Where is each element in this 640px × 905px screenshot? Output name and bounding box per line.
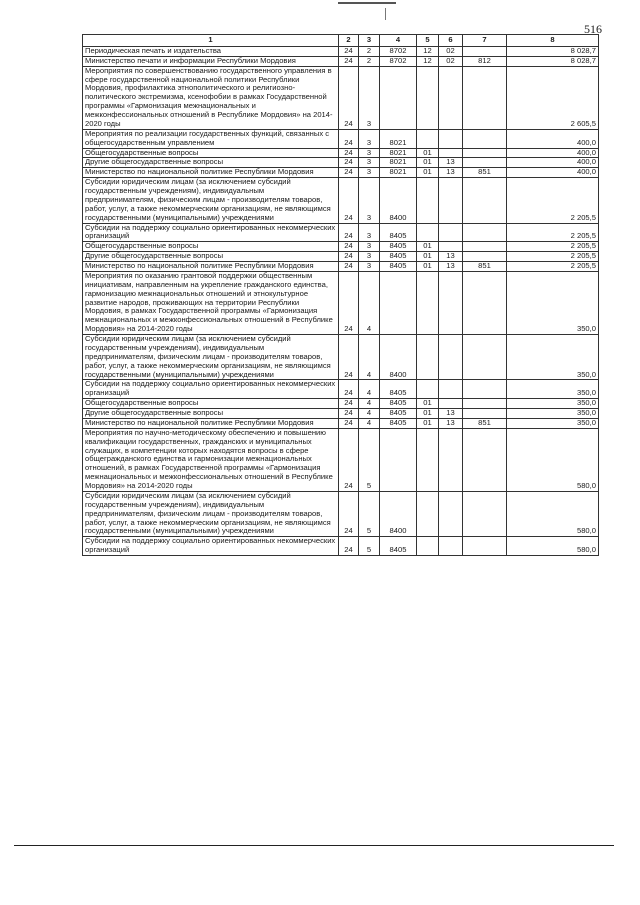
target-item-cell: 8405: [380, 223, 417, 242]
subsection-cell: 13: [439, 262, 463, 272]
target-item-cell: 8400: [380, 335, 417, 380]
amount-cell: 580,0: [507, 491, 599, 536]
table-row: [83, 66, 599, 129]
program-code-cell: 5: [359, 537, 380, 556]
target-item-cell: [380, 428, 417, 491]
name-cell: Другие общегосударственные вопросы: [83, 158, 339, 168]
table-row: [83, 409, 599, 419]
target-item-cell: 8405: [380, 262, 417, 272]
target-item-cell: 8405: [380, 380, 417, 399]
name-cell: Общегосударственные вопросы: [83, 242, 339, 252]
name-cell: Министерство по национальной политике Республики Мордовия: [83, 262, 339, 272]
program-code-cell: 3: [359, 66, 380, 129]
subsection-cell: [439, 271, 463, 334]
amount-cell: 400,0: [507, 168, 599, 178]
amount-cell: 2 205,5: [507, 178, 599, 223]
expense-type-cell: 851: [463, 262, 507, 272]
section-cell: [417, 537, 439, 556]
name-cell: Периодическая печать и издательства: [83, 46, 339, 56]
amount-cell: 350,0: [507, 271, 599, 334]
scan-artifact-tick: [385, 8, 386, 20]
target-item-cell: [380, 271, 417, 334]
table-row: [83, 148, 599, 158]
section-cell: 12: [417, 56, 439, 66]
target-item-cell: 8400: [380, 178, 417, 223]
expense-type-cell: [463, 66, 507, 129]
header-col-8: 8: [507, 35, 599, 47]
subsection-cell: 13: [439, 168, 463, 178]
section-cell: [417, 335, 439, 380]
program-code-cell: 4: [359, 380, 380, 399]
program-code-cell: 3: [359, 129, 380, 148]
program-code-cell: 4: [359, 335, 380, 380]
expense-type-cell: [463, 242, 507, 252]
expense-type-cell: [463, 178, 507, 223]
amount-cell: 580,0: [507, 428, 599, 491]
amount-cell: 350,0: [507, 380, 599, 399]
subsection-cell: [439, 129, 463, 148]
subsection-cell: [439, 537, 463, 556]
table-row: [83, 178, 599, 223]
header-col-1: 1: [83, 35, 339, 47]
ministry-code-cell: 24: [339, 66, 359, 129]
table-row: [83, 129, 599, 148]
table-row: [83, 242, 599, 252]
expense-type-cell: [463, 223, 507, 242]
amount-cell: 350,0: [507, 418, 599, 428]
section-cell: 12: [417, 46, 439, 56]
section-cell: 01: [417, 418, 439, 428]
subsection-cell: [439, 491, 463, 536]
name-cell: Субсидии на поддержку социально ориентированных некоммерческих организаций: [83, 537, 339, 556]
amount-cell: 2 205,5: [507, 242, 599, 252]
expense-type-cell: [463, 399, 507, 409]
section-cell: 01: [417, 262, 439, 272]
amount-cell: 350,0: [507, 399, 599, 409]
ministry-code-cell: 24: [339, 409, 359, 419]
subsection-cell: [439, 380, 463, 399]
target-item-cell: 8021: [380, 168, 417, 178]
subsection-cell: [439, 178, 463, 223]
table-row: [83, 335, 599, 380]
section-cell: 01: [417, 252, 439, 262]
name-cell: Другие общегосударственные вопросы: [83, 409, 339, 419]
target-item-cell: 8405: [380, 242, 417, 252]
target-item-cell: 8702: [380, 56, 417, 66]
table-row: [83, 252, 599, 262]
program-code-cell: 2: [359, 46, 380, 56]
target-item-cell: 8405: [380, 399, 417, 409]
ministry-code-cell: 24: [339, 46, 359, 56]
ministry-code-cell: 24: [339, 418, 359, 428]
table-row: [83, 418, 599, 428]
program-code-cell: 3: [359, 168, 380, 178]
amount-cell: 400,0: [507, 129, 599, 148]
table-row: [83, 399, 599, 409]
amount-cell: 580,0: [507, 537, 599, 556]
program-code-cell: 5: [359, 491, 380, 536]
expense-type-cell: [463, 271, 507, 334]
subsection-cell: [439, 148, 463, 158]
expense-type-cell: 851: [463, 418, 507, 428]
name-cell: Субсидии юридическим лицам (за исключением субсидий государственным учреждениям), индивидуальным предпринимателям, физическим лицам - производителям товаров, работ, услуг, а также некоммерческим организациям, не являющимся государственными (муниципальными) учреждениями: [83, 178, 339, 223]
expense-type-cell: 851: [463, 168, 507, 178]
subsection-cell: [439, 223, 463, 242]
name-cell: Общегосударственные вопросы: [83, 399, 339, 409]
table-row: [83, 158, 599, 168]
table-row: [83, 56, 599, 66]
amount-cell: 2 205,5: [507, 223, 599, 242]
subsection-cell: 02: [439, 56, 463, 66]
section-cell: [417, 271, 439, 334]
expense-type-cell: [463, 537, 507, 556]
ministry-code-cell: 24: [339, 271, 359, 334]
program-code-cell: 3: [359, 148, 380, 158]
program-code-cell: 3: [359, 252, 380, 262]
page-number: 516: [584, 22, 602, 36]
amount-cell: 400,0: [507, 148, 599, 158]
expense-type-cell: [463, 46, 507, 56]
expense-type-cell: [463, 129, 507, 148]
ministry-code-cell: 24: [339, 168, 359, 178]
program-code-cell: 4: [359, 418, 380, 428]
section-cell: 01: [417, 399, 439, 409]
program-code-cell: 4: [359, 409, 380, 419]
ministry-code-cell: 24: [339, 537, 359, 556]
expense-type-cell: 812: [463, 56, 507, 66]
expense-type-cell: [463, 380, 507, 399]
ministry-code-cell: 24: [339, 399, 359, 409]
amount-cell: 8 028,7: [507, 46, 599, 56]
ministry-code-cell: 24: [339, 56, 359, 66]
section-cell: [417, 428, 439, 491]
program-code-cell: 3: [359, 223, 380, 242]
name-cell: Министерство по национальной политике Республики Мордовия: [83, 418, 339, 428]
table-row: [83, 262, 599, 272]
subsection-cell: [439, 399, 463, 409]
program-code-cell: 4: [359, 399, 380, 409]
table-row: [83, 380, 599, 399]
section-cell: [417, 380, 439, 399]
subsection-cell: 13: [439, 252, 463, 262]
expense-type-cell: [463, 409, 507, 419]
header-col-3: 3: [359, 35, 380, 47]
table-row: [83, 491, 599, 536]
ministry-code-cell: 24: [339, 242, 359, 252]
program-code-cell: 2: [359, 56, 380, 66]
program-code-cell: 4: [359, 271, 380, 334]
scan-artifact: [338, 2, 396, 8]
header-col-2: 2: [339, 35, 359, 47]
target-item-cell: 8021: [380, 129, 417, 148]
expense-type-cell: [463, 428, 507, 491]
ministry-code-cell: 24: [339, 491, 359, 536]
ministry-code-cell: 24: [339, 148, 359, 158]
header-col-4: 4: [380, 35, 417, 47]
section-cell: 01: [417, 168, 439, 178]
expense-type-cell: [463, 252, 507, 262]
table-row: [83, 223, 599, 242]
table-row: [83, 46, 599, 56]
name-cell: Мероприятия по оказанию грантовой поддержки общественным инициативам, направленным на укрепление гражданского единства, гармонизацию межнациональных отношений и этнокультурное развитие народов, проживающих на территории Республики Мордовия, в рамках Государственной программы «Гармонизация межнациональных и межконфессиональных отношений в Республике Мордовия» на 2014-2020 годы: [83, 271, 339, 334]
name-cell: Министерство печати и информации Республики Мордовия: [83, 56, 339, 66]
target-item-cell: 8021: [380, 158, 417, 168]
target-item-cell: 8400: [380, 491, 417, 536]
table-header-row: [83, 35, 599, 47]
name-cell: Субсидии юридическим лицам (за исключением субсидий государственным учреждениям), индивидуальным предпринимателям, физическим лицам - производителям товаров, работ, услуг, а также некоммерческим организациям, не являющимся государственными (муниципальными) учреждениями: [83, 491, 339, 536]
section-cell: 01: [417, 158, 439, 168]
amount-cell: 2 205,5: [507, 262, 599, 272]
table-row: [83, 428, 599, 491]
page-bottom-rule: [14, 845, 614, 846]
program-code-cell: 3: [359, 242, 380, 252]
section-cell: [417, 66, 439, 129]
ministry-code-cell: 24: [339, 178, 359, 223]
ministry-code-cell: 24: [339, 129, 359, 148]
name-cell: Субсидии на поддержку социально ориентированных некоммерческих организаций: [83, 380, 339, 399]
expense-type-cell: [463, 148, 507, 158]
header-col-7: 7: [463, 35, 507, 47]
ministry-code-cell: 24: [339, 158, 359, 168]
table-row: [83, 537, 599, 556]
expense-type-cell: [463, 491, 507, 536]
header-col-5: 5: [417, 35, 439, 47]
subsection-cell: 13: [439, 418, 463, 428]
section-cell: [417, 178, 439, 223]
name-cell: Общегосударственные вопросы: [83, 148, 339, 158]
expense-type-cell: [463, 158, 507, 168]
ministry-code-cell: 24: [339, 252, 359, 262]
table-row: [83, 271, 599, 334]
target-item-cell: 8405: [380, 252, 417, 262]
subsection-cell: 13: [439, 158, 463, 168]
section-cell: 01: [417, 409, 439, 419]
target-item-cell: 8405: [380, 537, 417, 556]
name-cell: Мероприятия по научно-методическому обеспечению и повышению квалификации государственных, гражданских и муниципальных служащих, в компетенции которых находятся вопросы в сфере общегражданского единства и гармонизации межнациональных отношений, в рамках Государственной программы «Гармонизация межнациональных и межконфессиональных отношений в Республике Мордовия» на 2014-2020 годы: [83, 428, 339, 491]
target-item-cell: [380, 66, 417, 129]
target-item-cell: 8405: [380, 418, 417, 428]
section-cell: 01: [417, 242, 439, 252]
subsection-cell: 13: [439, 409, 463, 419]
subsection-cell: [439, 242, 463, 252]
expense-type-cell: [463, 335, 507, 380]
ministry-code-cell: 24: [339, 262, 359, 272]
program-code-cell: 5: [359, 428, 380, 491]
ministry-code-cell: 24: [339, 223, 359, 242]
ministry-code-cell: 24: [339, 335, 359, 380]
subsection-cell: 02: [439, 46, 463, 56]
amount-cell: 8 028,7: [507, 56, 599, 66]
name-cell: Министерство по национальной политике Республики Мордовия: [83, 168, 339, 178]
target-item-cell: 8702: [380, 46, 417, 56]
amount-cell: 400,0: [507, 158, 599, 168]
subsection-cell: [439, 428, 463, 491]
table-body: [83, 46, 599, 555]
subsection-cell: [439, 335, 463, 380]
target-item-cell: 8021: [380, 148, 417, 158]
subsection-cell: [439, 66, 463, 129]
amount-cell: 2 205,5: [507, 252, 599, 262]
section-cell: [417, 223, 439, 242]
amount-cell: 350,0: [507, 409, 599, 419]
program-code-cell: 3: [359, 178, 380, 223]
section-cell: [417, 491, 439, 536]
amount-cell: 2 605,5: [507, 66, 599, 129]
target-item-cell: 8405: [380, 409, 417, 419]
program-code-cell: 3: [359, 262, 380, 272]
amount-cell: 350,0: [507, 335, 599, 380]
name-cell: Другие общегосударственные вопросы: [83, 252, 339, 262]
name-cell: Мероприятия по совершенствованию государственного управления в сфере государственной национальной политики Республики Мордовия, профилактика этнополитического и религиозно-политического экстремизма, ксенофобии в рамках Государственной программы «Гармонизация межнациональных и межконфессиональных отношений в Республике Мордовия» на 2014-2020 годы: [83, 66, 339, 129]
ministry-code-cell: 24: [339, 428, 359, 491]
table-row: [83, 168, 599, 178]
section-cell: 01: [417, 148, 439, 158]
budget-table: [82, 34, 599, 556]
header-col-6: 6: [439, 35, 463, 47]
ministry-code-cell: 24: [339, 380, 359, 399]
name-cell: Субсидии юридическим лицам (за исключением субсидий государственным учреждениям), индивидуальным предпринимателям, физическим лицам - производителям товаров, работ, услуг, а также некоммерческим организациям, не являющимся государственными (муниципальными) учреждениями: [83, 335, 339, 380]
name-cell: Мероприятия по реализации государственных функций, связанных с общегосударственным управлением: [83, 129, 339, 148]
program-code-cell: 3: [359, 158, 380, 168]
section-cell: [417, 129, 439, 148]
name-cell: Субсидии на поддержку социально ориентированных некоммерческих организаций: [83, 223, 339, 242]
